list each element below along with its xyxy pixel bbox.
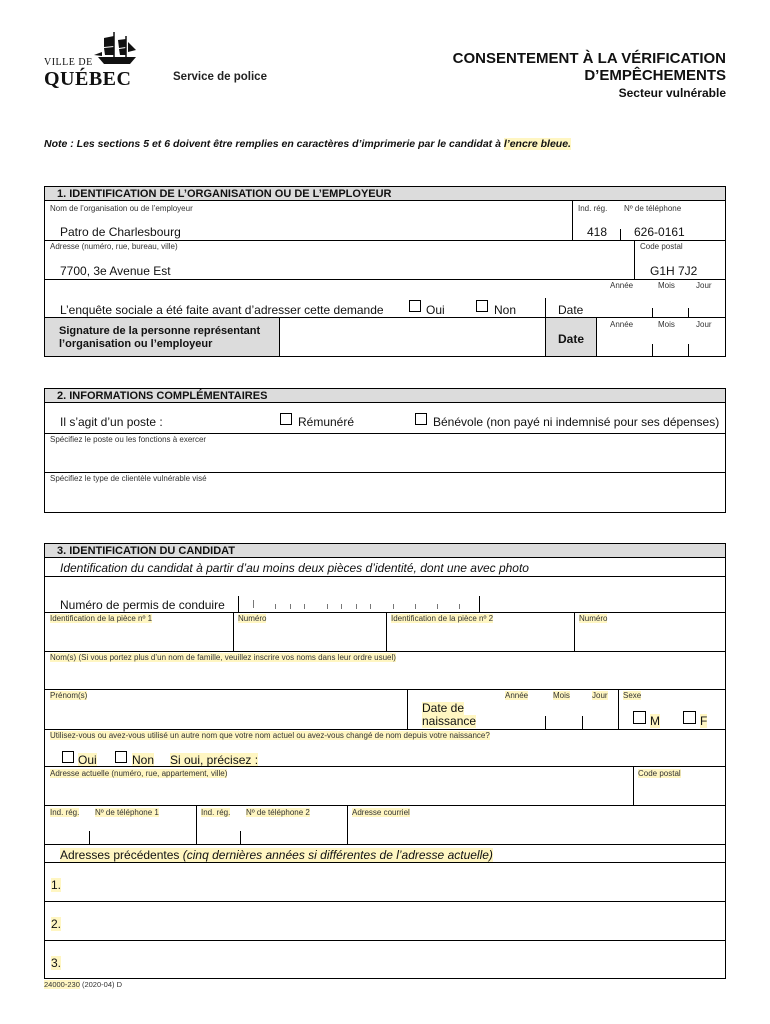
- ship-icon: [92, 30, 142, 66]
- form-code: [44, 980, 122, 989]
- autre-nom-non-label: Non: [132, 753, 155, 767]
- tel-label: Nº de téléphone: [624, 204, 682, 213]
- logo-line1: VILLE DE: [44, 57, 93, 68]
- noms-label: Nom(s) (Si vous portez plus d’un nom de famille, veuillez inscrire vos noms dans leur ordre usuel): [50, 653, 396, 662]
- ind1-label: Ind. rég.: [50, 808, 80, 817]
- dob-line1: Date de: [422, 701, 465, 715]
- form-code-number: 24000-230: [44, 980, 80, 989]
- address-label: Adresse (numéro, rue, bureau, ville): [50, 242, 178, 251]
- sexe-f-checkbox[interactable]: [683, 711, 696, 724]
- section3-title: 3. IDENTIFICATION DU CANDIDAT: [45, 544, 725, 558]
- title-line1: CONSENTEMENT À LA VÉRIFICATION: [452, 50, 726, 67]
- date2-day-label: Jour: [696, 320, 712, 329]
- prev-address-3-field[interactable]: [66, 942, 725, 978]
- form-title: [453, 50, 726, 102]
- signature-field[interactable]: [281, 318, 545, 356]
- logo-line2: QUÉBEC: [44, 68, 132, 90]
- signature-date-cell: [545, 318, 597, 356]
- sexe-f-label: F: [700, 714, 708, 728]
- section1-title: 1. IDENTIFICATION DE L’ORGANISATION OU DE L’EMPLOYEUR: [45, 187, 725, 201]
- code-postal-label: Code postal: [638, 769, 681, 778]
- autre-nom-non-checkbox[interactable]: [115, 751, 127, 763]
- piece2-label: Identification de la pièce nº 2: [391, 614, 494, 623]
- precisez-field[interactable]: [270, 746, 725, 766]
- prev-item-3: 3.: [51, 956, 62, 970]
- enquete-oui-label: Oui: [426, 303, 445, 317]
- signature-label: Signature de la personne représentant l’organisation ou l’employeur: [59, 325, 261, 350]
- enquete-non-label: Non: [494, 303, 517, 317]
- numero2-label: Numéro: [579, 614, 608, 623]
- date2-year-label: Année: [610, 320, 634, 329]
- date1-year-label: Année: [610, 281, 634, 290]
- address-field[interactable]: 7700, 3e Avenue Est: [60, 264, 171, 278]
- enquete-text: L’enquête sociale a été faite avant d’adresser cette demande: [60, 303, 384, 317]
- remunere-checkbox[interactable]: [280, 413, 292, 425]
- specify-clientele-field[interactable]: [45, 485, 725, 512]
- prev-address-2-field[interactable]: [66, 903, 725, 940]
- piece1-label: Identification de la pièce nº 1: [50, 614, 153, 623]
- tel-field[interactable]: 626-0161: [634, 225, 685, 239]
- courriel-label: Adresse courriel: [352, 808, 410, 817]
- poste-text: Il s’agit d’un poste :: [60, 415, 163, 429]
- sexe-label: Sexe: [623, 691, 642, 700]
- signature-date-label: Date: [558, 332, 585, 346]
- org-name-field[interactable]: Patro de Charlesbourg: [60, 225, 181, 239]
- precisez-label: Si oui, précisez :: [170, 753, 259, 767]
- specify-clientele-label: Spécifiez le type de clientèle vulnérable visé: [50, 474, 207, 483]
- postal-label: Code postal: [640, 242, 683, 251]
- remunere-label: Rémunéré: [298, 415, 355, 429]
- enquete-oui-checkbox[interactable]: [409, 300, 421, 312]
- sexe-m-label: M: [650, 714, 660, 728]
- ind2-label: Ind. rég.: [201, 808, 231, 817]
- section3-intro: Identification du candidat à partir d’au moins deux pièces d’identité, dont une avec photo: [60, 561, 529, 575]
- adresse-actuelle-label: Adresse actuelle (numéro, rue, appartement, ville): [50, 769, 228, 778]
- enquete-date-label: Date: [558, 303, 584, 317]
- note: [44, 138, 571, 150]
- date2-month-label: Mois: [658, 320, 675, 329]
- signature-label-cell: [45, 318, 280, 356]
- specify-poste-field[interactable]: [45, 446, 725, 472]
- note-highlight: l’encre bleue.: [503, 138, 571, 150]
- prev-note: (cinq dernières années si différentes de l’adresse actuelle): [182, 848, 493, 862]
- dob-month-label: Mois: [553, 691, 570, 700]
- title-line2: D’EMPÊCHEMENTS: [584, 67, 726, 84]
- dob-year-label: Année: [505, 691, 529, 700]
- form-code-rest: (2020-04) D: [81, 980, 122, 989]
- permis-label: Numéro de permis de conduire: [60, 598, 225, 612]
- section2-title: 2. INFORMATIONS COMPLÉMENTAIRES: [45, 389, 725, 403]
- enquete-non-checkbox[interactable]: [476, 300, 488, 312]
- date1-day-label: Jour: [696, 281, 712, 290]
- autre-nom-label: Utilisez-vous ou avez-vous utilisé un autre nom que votre nom actuel ou avez-vous changé de nom depuis votre naissance?: [50, 731, 490, 740]
- prenoms-label: Prénom(s): [50, 691, 88, 700]
- tel2-label: Nº de téléphone 2: [246, 808, 310, 817]
- sexe-m-checkbox[interactable]: [633, 711, 646, 724]
- benevole-label: Bénévole (non payé ni indemnisé pour ses dépenses): [433, 415, 720, 429]
- tel1-label: Nº de téléphone 1: [95, 808, 159, 817]
- autre-nom-oui-checkbox[interactable]: [62, 751, 74, 763]
- benevole-checkbox[interactable]: [415, 413, 427, 425]
- prev-title: Adresses précédentes: [60, 848, 180, 862]
- service-label: Service de police: [173, 71, 267, 83]
- postal-field[interactable]: G1H 7J2: [650, 264, 698, 278]
- note-text: Note : Les sections 5 et 6 doivent être remplies en caractères d’imprimerie par le candidat à: [44, 138, 504, 150]
- autre-nom-oui-label: Oui: [78, 753, 97, 767]
- dob-day-label: Jour: [592, 691, 608, 700]
- ville-de-quebec-logo: [44, 30, 142, 92]
- prev-item-1: 1.: [51, 878, 62, 892]
- ind-reg-label: Ind. rég.: [578, 204, 608, 213]
- subtitle: Secteur vulnérable: [618, 86, 726, 100]
- adresses-precedentes-title: [60, 848, 493, 862]
- ind-reg-field[interactable]: 418: [587, 225, 608, 239]
- org-label: Nom de l’organisation ou de l’employeur: [50, 204, 193, 213]
- prev-address-1-field[interactable]: [66, 864, 725, 901]
- prev-item-2: 2.: [51, 917, 62, 931]
- dob-line2: naissance: [422, 714, 477, 728]
- noms-field[interactable]: [45, 664, 725, 689]
- date1-month-label: Mois: [658, 281, 675, 290]
- numero1-label: Numéro: [238, 614, 267, 623]
- dob-label: [422, 702, 476, 728]
- specify-poste-label: Spécifiez le poste ou les fonctions à exercer: [50, 435, 207, 444]
